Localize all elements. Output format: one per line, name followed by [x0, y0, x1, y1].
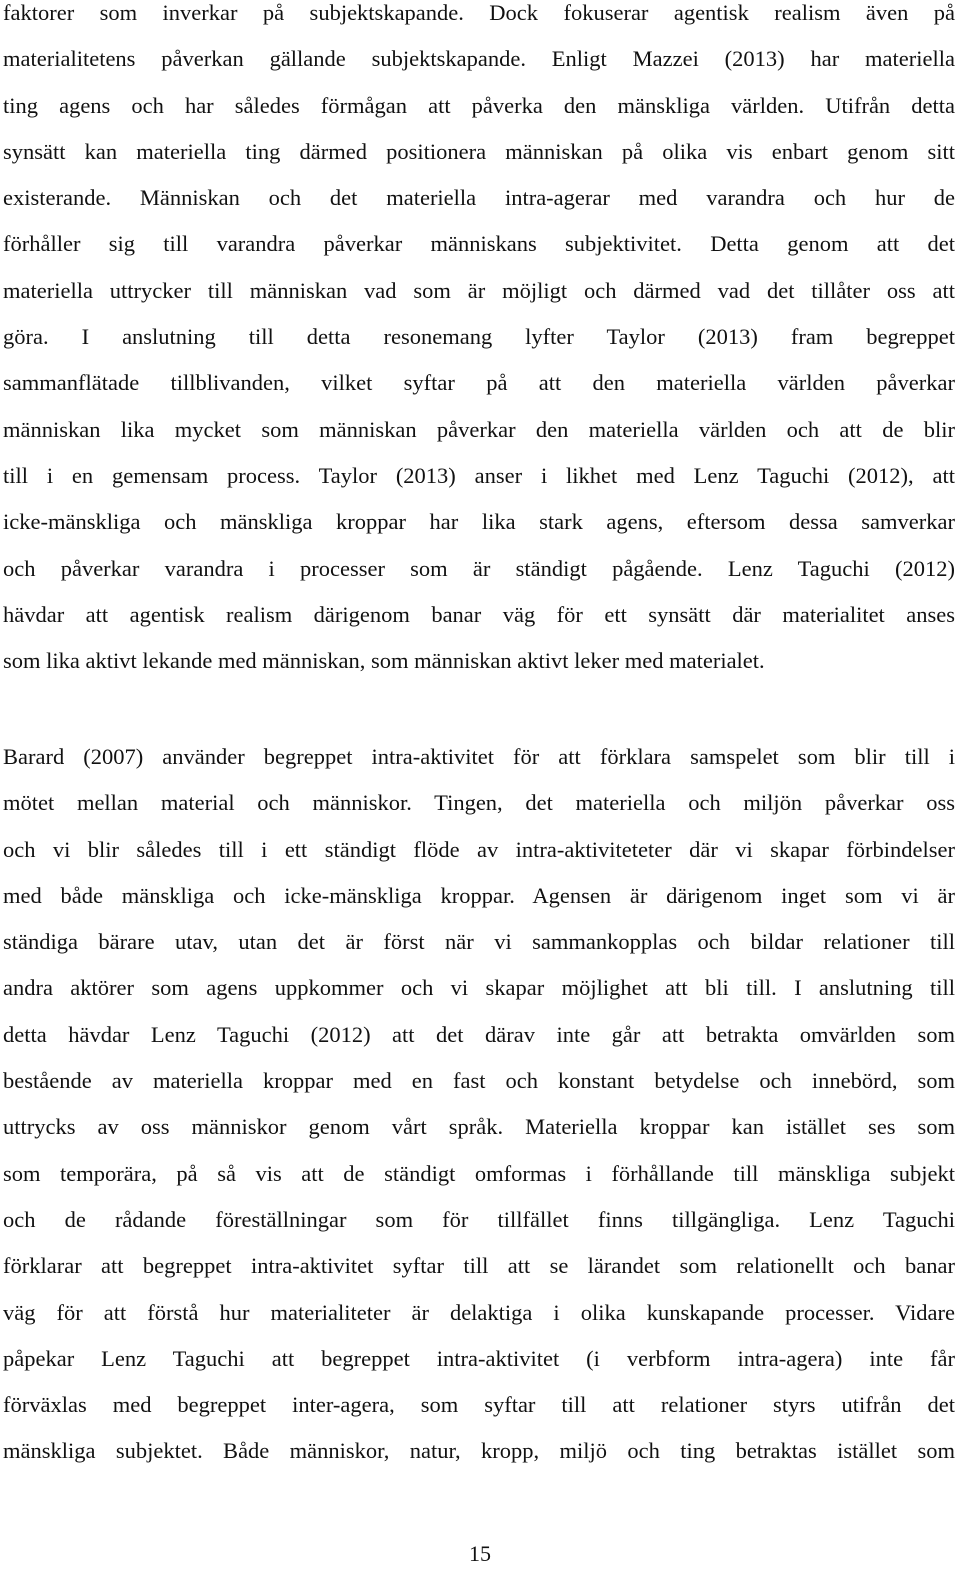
text-line: bestående av materiella kroppar med en fast och konstant betydelse och innebörd, som — [3, 1068, 955, 1094]
text-line: som temporära, på så vis att de ständigt omformas i förhållande till mänskliga subjekt — [3, 1160, 955, 1186]
text-line: detta hävdar Lenz Taguchi (2012) att det därav inte går att betrakta omvärlden som — [3, 1021, 955, 1047]
text-line: faktorer som inverkar på subjektskapande. Dock fokuserar agentisk realism även på — [3, 0, 955, 25]
body-paragraph — [3, 742, 955, 1483]
text-line: och påverkar varandra i processer som är ständigt pågående. Lenz Taguchi (2012) — [3, 555, 955, 581]
text-line: ting agens och har således förmågan att påverka den mänskliga världen. Utifrån detta — [3, 92, 955, 118]
body-paragraph — [3, 0, 955, 692]
text-line: materiella uttrycker till människan vad som är möjligt och därmed vad det tillåter oss att — [3, 277, 955, 303]
text-line: förhåller sig till varandra påverkar människans subjektivitet. Detta genom att det — [3, 231, 955, 257]
page-number: 15 — [469, 1541, 491, 1566]
text-line: förklarar att begreppet intra-aktivitet syftar till att se lärandet som relationellt och banar — [3, 1253, 955, 1279]
text-line: påpekar Lenz Taguchi att begreppet intra-aktivitet (i verbform intra-agera) inte får — [3, 1345, 955, 1371]
text-line: med både mänskliga och icke-mänskliga kroppar. Agensen är därigenom inget som vi är — [3, 882, 955, 908]
text-line: som lika aktivt lekande med människan, som människan aktivt leker med materialet. — [3, 648, 765, 674]
text-line: existerande. Människan och det materiella intra-agerar med varandra och hur de — [3, 185, 955, 211]
text-line: till i en gemensam process. Taylor (2013) anser i likhet med Lenz Taguchi (2012), att — [3, 462, 955, 488]
text-line: mötet mellan material och människor. Tingen, det materiella och miljön påverkar oss — [3, 790, 955, 816]
text-line: sammanflätade tillblivanden, vilket syftar på att den materiella världen påverkar — [3, 370, 955, 396]
text-line: icke-mänskliga och mänskliga kroppar har lika stark agens, eftersom dessa samverkar — [3, 509, 955, 535]
text-line: synsätt kan materiella ting därmed positionera människan på olika vis enbart genom sitt — [3, 138, 955, 164]
text-line: göra. I anslutning till detta resonemang lyfter Taylor (2013) fram begreppet — [3, 324, 955, 350]
text-line: och de rådande föreställningar som för tillfället finns tillgängliga. Lenz Taguchi — [3, 1206, 955, 1232]
text-line: andra aktörer som agens uppkommer och vi skapar möjlighet att bli till. I anslutning till — [3, 975, 955, 1001]
text-line: uttrycks av oss människor genom vårt språk. Materiella kroppar kan istället ses som — [3, 1114, 955, 1140]
text-line: människan lika mycket som människan påverkar den materiella världen och att de blir — [3, 416, 955, 442]
text-line: ständiga bärare utav, utan det är först när vi sammankopplas och bildar relationer till — [3, 929, 955, 955]
text-line: materialitetens påverkan gällande subjektskapande. Enligt Mazzei (2013) har materiella — [3, 46, 955, 72]
text-line: mänskliga subjektet. Både människor, natur, kropp, miljö och ting betraktas istället som — [3, 1438, 955, 1464]
text-line: hävdar att agentisk realism därigenom banar väg för ett synsätt där materialitet anses — [3, 601, 955, 627]
text-line: väg för att förstå hur materialiteter är delaktiga i olika kunskapande processer. Vidare — [3, 1299, 955, 1325]
text-line: förväxlas med begreppet inter-agera, som syftar till att relationer styrs utifrån det — [3, 1392, 955, 1418]
text-line: och vi blir således till i ett ständigt flöde av intra-aktiviteteter där vi skapar förbindelser — [3, 836, 955, 862]
text-line: Barard (2007) använder begreppet intra-aktivitet för att förklara samspelet som blir till i — [3, 744, 955, 769]
